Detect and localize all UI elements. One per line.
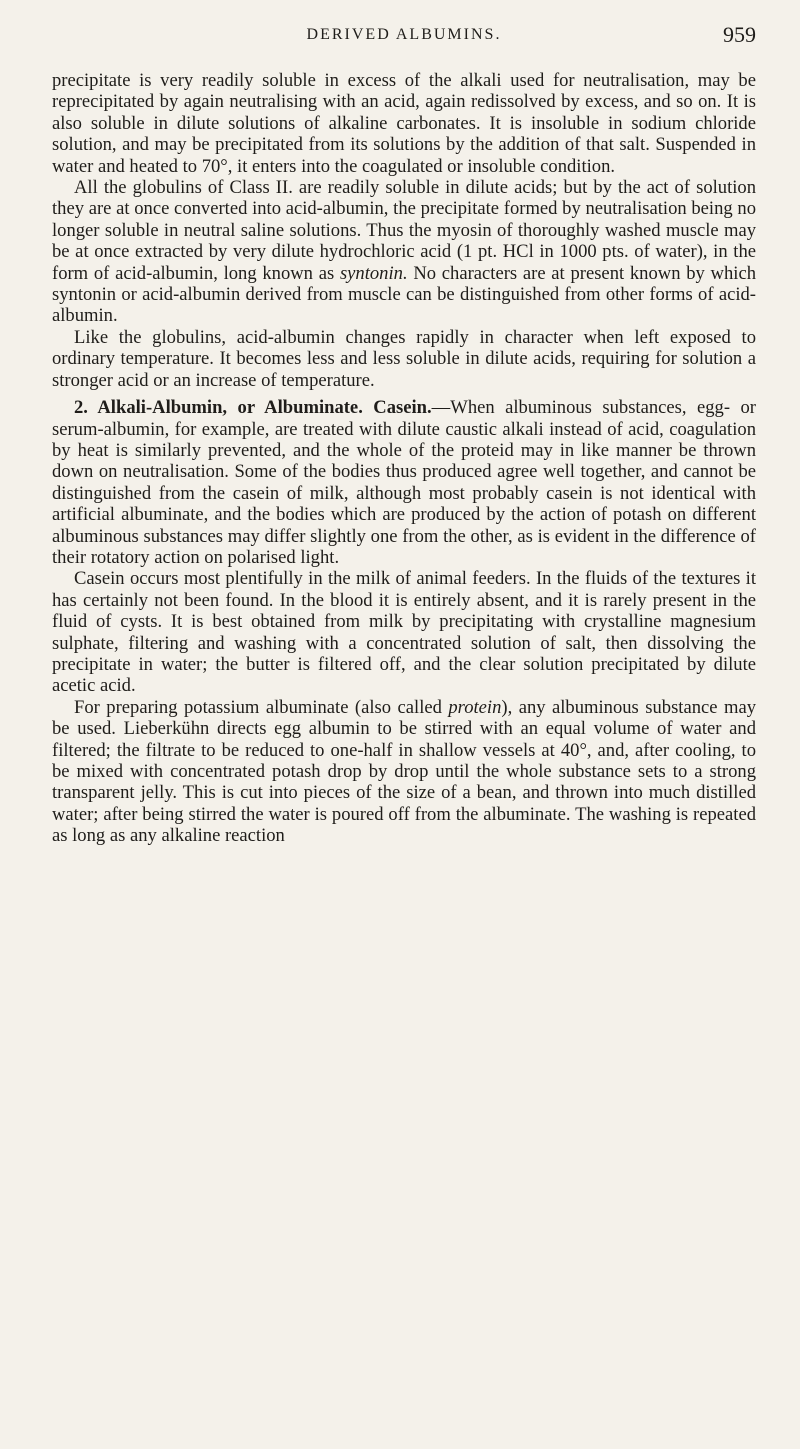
- paragraph-continuation: [52, 70, 756, 177]
- paragraph-text: No characters are at present known by which syntonin or acid-albumin derived from muscle can be distinguished from other forms of acid-albumin.: [52, 262, 756, 327]
- paragraph-potassium-albuminate: [52, 697, 756, 847]
- italic-term-syntonin: syntonin.: [339, 262, 408, 284]
- paragraph-text: —When albuminous substances, egg- or serum-albumin, for example, are treated with dilute caustic alkali instead of acid, coagulation by heat is similarly prevented, and the whole of the proteid may in like manner be thrown down on neutralisation. Some of the bodies thus produced agree well together, and cannot be distinguished from the casein of milk, although most probably casein is not identical with artificial albuminate, and the bodies which are produced by the action of potash on different albuminous substances may differ slightly one from the other, as is evident in the difference of their rotatory action on polarised light.: [52, 397, 756, 568]
- running-title: DERIVED ALBUMINS.: [306, 26, 502, 43]
- section-heading: 2. Alkali-Albumin, or Albuminate. Casein.: [74, 397, 432, 419]
- paragraph-casein: [52, 568, 756, 696]
- paragraph-text: Casein occurs most plentifully in the milk of animal feeders. In the fluids of the textures it has certainly not been found. In the blood it is entirely absent, and it is rarely present in the fluid of cysts. It is best obtained from milk by precipitating with crystalline magnesium sulphate, filtering and washing with a concentrated solution of salt, then dissolving the precipitate in water; the butter is filtered off, and the clear solution precipitated by dilute acetic acid.: [52, 568, 756, 697]
- paragraph-text: For preparing potassium albuminate (also called: [74, 696, 449, 718]
- italic-term-protein: protein: [448, 696, 502, 718]
- body-text: [52, 70, 756, 847]
- paragraph-text: All the globulins of Class II. are readily soluble in dilute acids; but by the act of solution they are at once converted into acid-albumin, the precipitate formed by neutralisation being no longer soluble in neutral saline solutions. Thus the myosin of thoroughly washed muscle may be at once extracted by very dilute hydrochloric acid (1 pt. HCl in 1000 pts. of water), in the form of acid-albumin, long known as: [52, 177, 756, 284]
- paragraph-text: precipitate is very readily soluble in excess of the alkali used for neutralisation, may be reprecipitated by again neutralising with an acid, again redissolved by excess, and so on. It is also soluble in dilute solutions of alkaline carbonates. It is insoluble in sodium chloride solution, and may be precipitated from its solutions by the addition of that salt. Suspended in water and heated to 70°, it enters into the coagulated or insoluble condition.: [52, 70, 756, 177]
- paragraph-text: ), any albuminous substance may be used. Lieberkühn directs egg albumin to be stirred with an equal volume of water and filtered; the filtrate to be reduced to one-half in shallow vessels at 40°, and, after cooling, to be mixed with concentrated potash drop by drop until the whole substance sets to a strong transparent jelly. This is cut into pieces of the size of a bean, and thrown into much distilled water; after being stirred the water is poured off from the albuminate. The washing is repeated as long as any alkaline reaction: [52, 696, 756, 847]
- paragraph-acid-albumin: [52, 327, 756, 391]
- paragraph-globulins-class-ii: [52, 177, 756, 327]
- page-number: 959: [723, 22, 756, 47]
- section-alkali-albumin: [52, 397, 756, 568]
- page-header: [52, 22, 756, 52]
- paragraph-text: Like the globulins, acid-albumin changes rapidly in character when left exposed to ordinary temperature. It becomes less and less soluble in dilute acids, requiring for solution a stronger acid or an increase of temperature.: [52, 326, 756, 391]
